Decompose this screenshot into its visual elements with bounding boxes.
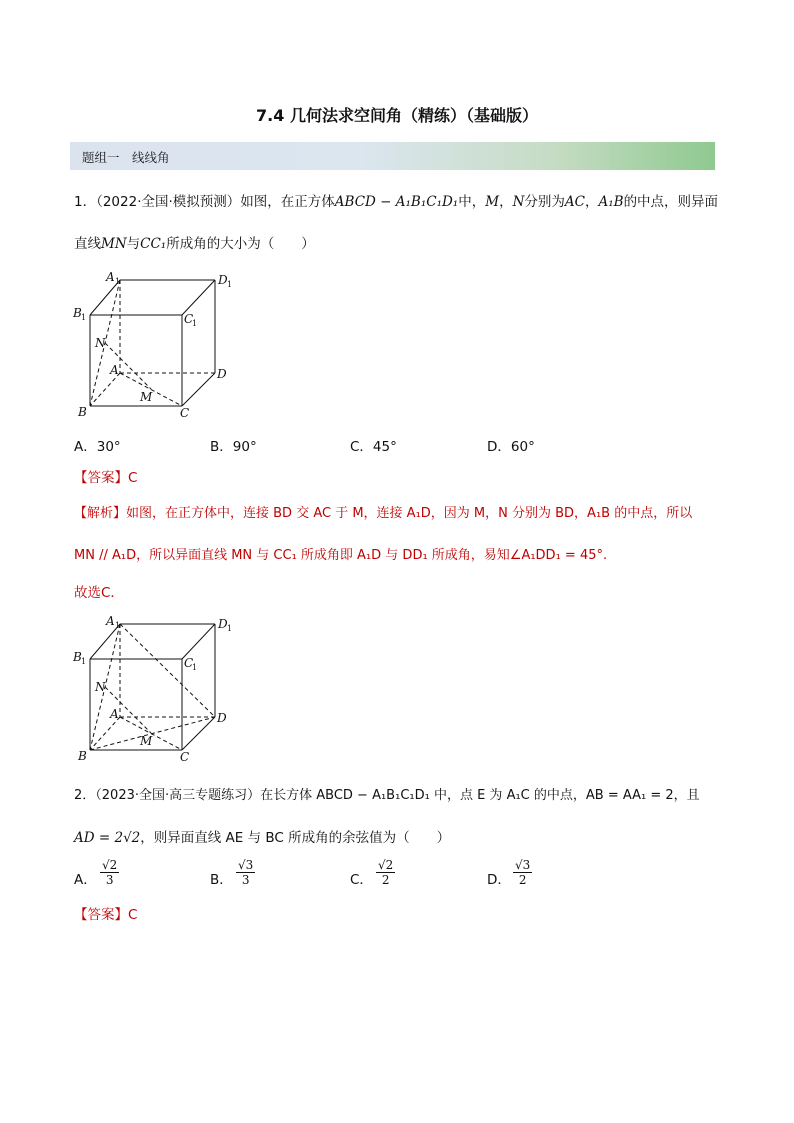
- q1-options: [74, 435, 714, 453]
- option-d[interactable]: D．60°: [487, 439, 535, 455]
- option-c[interactable]: C．45°: [350, 439, 397, 455]
- subscript-1: 1: [192, 319, 198, 328]
- cube-figure-2: [70, 612, 240, 767]
- q1-text: 直线: [74, 236, 101, 252]
- option-label: D．: [487, 872, 511, 888]
- q1-text: 分别为: [524, 194, 565, 210]
- label-B1: B: [73, 650, 82, 664]
- label-D: D: [217, 367, 227, 381]
- subscript-1: 1: [227, 624, 233, 633]
- q1-line2: [74, 232, 315, 252]
- label-D1: D: [218, 273, 228, 287]
- label-A: A: [110, 363, 119, 377]
- option-d[interactable]: [487, 868, 511, 888]
- q2-line1: 2．（2023·全国·高三专题练习）在长方体 ABCD − A₁B₁C₁D₁ 中，点 E 为 A₁C 的中点，AB = AA₁ = 2，且: [74, 788, 700, 803]
- q2-answer: 【答案】C: [74, 907, 138, 923]
- denominator: 3: [241, 873, 250, 887]
- q1-text: 中，: [458, 194, 486, 210]
- cube-figure-1: [70, 268, 240, 423]
- fraction: [376, 858, 395, 887]
- q2-line2-text: ，则异面直线 AE 与 BC 所成角的余弦值为（ ）: [140, 830, 451, 846]
- option-a[interactable]: A．30°: [74, 439, 121, 455]
- label-D1: D: [218, 617, 228, 631]
- numerator: √3: [515, 858, 531, 872]
- q1-math: AC: [564, 194, 585, 210]
- q1-math: CC₁: [140, 236, 167, 252]
- q1-text: 的中点，则异面: [623, 194, 719, 210]
- q1-math: MN: [101, 236, 127, 252]
- option-label: A．: [74, 872, 97, 888]
- q2-ad-value: AD = 2: [74, 830, 124, 846]
- label-C1: C: [184, 312, 194, 326]
- subscript-1: 1: [81, 313, 87, 322]
- subscript-1: 1: [192, 663, 198, 672]
- label-A: A: [110, 707, 119, 721]
- numerator: √2: [378, 858, 394, 872]
- group-label: 题组一 线线角: [82, 150, 170, 165]
- subscript-1: 1: [81, 657, 87, 666]
- group-header-bar: [70, 142, 715, 170]
- q1-answer: 【答案】C: [74, 470, 138, 486]
- numerator: √3: [238, 858, 254, 872]
- label-N: N: [95, 336, 106, 350]
- q1-math: N: [512, 194, 525, 210]
- option-c[interactable]: [350, 868, 373, 888]
- label-M: M: [140, 734, 153, 748]
- label-A1: A: [106, 270, 115, 284]
- q2-line2: [74, 826, 450, 846]
- option-b[interactable]: [210, 868, 233, 888]
- q1-text: ，: [499, 194, 513, 210]
- label-D: D: [217, 711, 227, 725]
- denominator: 3: [105, 873, 114, 887]
- q1-text: 与: [126, 236, 141, 252]
- page-title: 7.4 几何法求空间角（精练）（基础版）: [256, 106, 538, 125]
- q1-conclusion: 故选C．: [74, 585, 124, 601]
- label-M: M: [140, 390, 153, 404]
- denominator: 2: [518, 873, 527, 887]
- label-B: B: [78, 749, 87, 763]
- q1-math: ABCD − A₁B₁C₁D₁: [334, 194, 459, 210]
- q1-analysis-line1: 【解析】如图，在正方体中，连接 BD 交 AC 于 M，连接 A₁D，因为 M，N 分别为 BD，A₁B 的中点，所以: [74, 506, 693, 521]
- subscript-1: 1: [115, 277, 121, 286]
- q1-line1: [74, 190, 718, 210]
- q2-sqrt: √2: [123, 830, 141, 846]
- option-a[interactable]: [74, 868, 97, 888]
- q1-text: 所成角的大小为（ ）: [166, 236, 315, 252]
- q1-text: ，: [584, 194, 599, 210]
- label-B: B: [78, 405, 87, 419]
- label-A1: A: [106, 614, 115, 628]
- q2-options: [74, 858, 714, 898]
- fraction: [100, 858, 119, 887]
- q1-math: M: [485, 194, 500, 210]
- denominator: 2: [381, 873, 390, 887]
- numerator: √2: [102, 858, 118, 872]
- q1-math: A₁B: [598, 194, 624, 210]
- label-C: C: [180, 750, 190, 764]
- option-label: B．: [210, 872, 233, 888]
- label-C1: C: [184, 656, 194, 670]
- subscript-1: 1: [227, 280, 233, 289]
- label-N: N: [95, 680, 106, 694]
- option-b[interactable]: B．90°: [210, 439, 257, 455]
- label-B1: B: [73, 306, 82, 320]
- fraction: [513, 858, 532, 887]
- q1-analysis-line2: MN // A₁D，所以异面直线 MN 与 CC₁ 所成角即 A₁D 与 DD₁ 所成角，易知∠A₁DD₁ = 45°.: [74, 548, 608, 563]
- fraction: [236, 858, 255, 887]
- subscript-1: 1: [115, 621, 121, 630]
- option-label: C．: [350, 872, 373, 888]
- q1-text: 1．（2022·全国·模拟预测）如图，在正方体: [74, 194, 335, 210]
- label-C: C: [180, 406, 190, 420]
